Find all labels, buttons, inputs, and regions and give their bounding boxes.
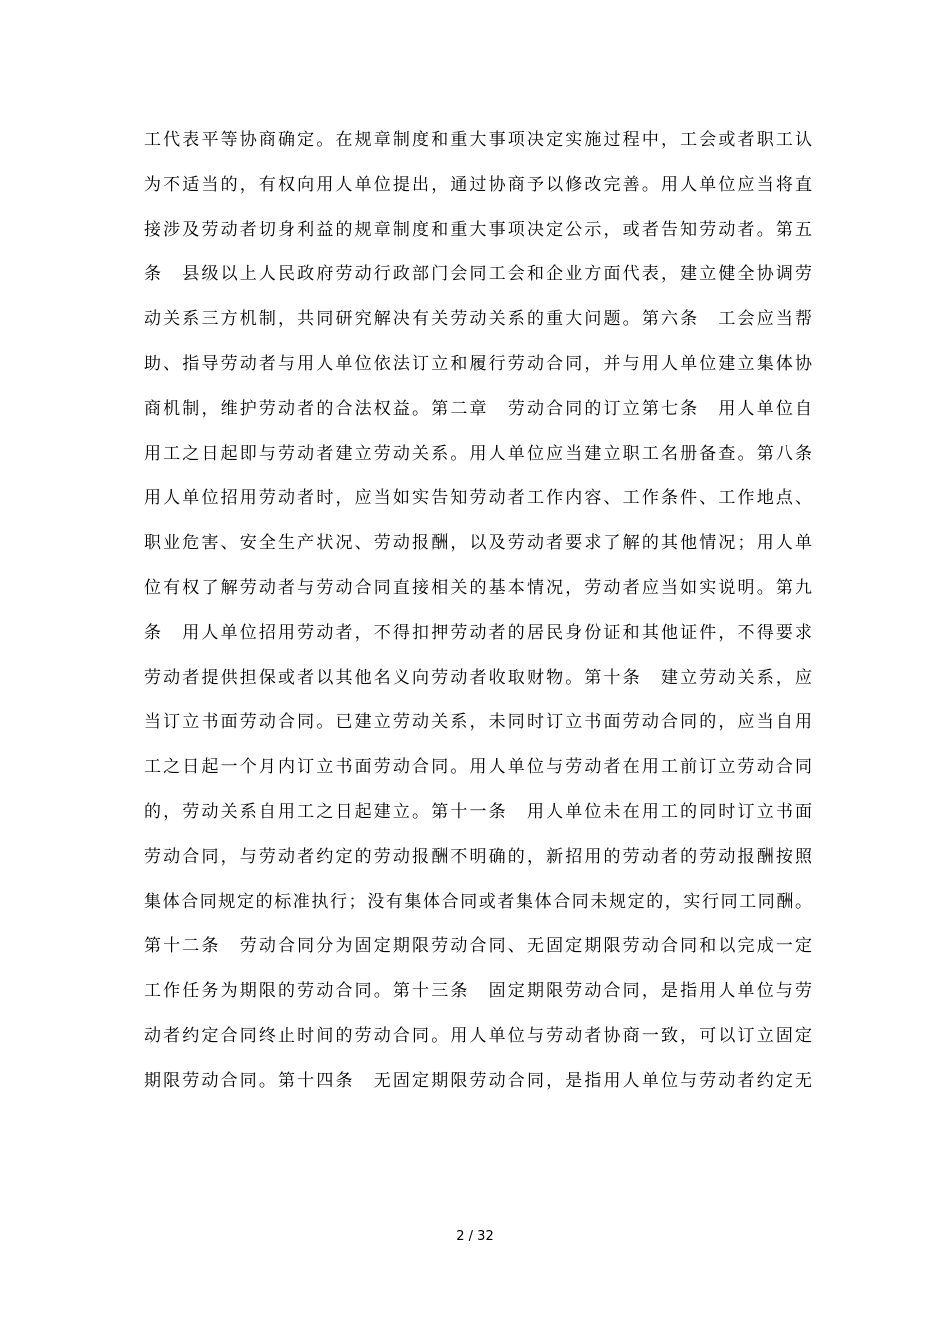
text-line: 条 县级以上人民政府劳动行政部门会同工会和企业方面代表，建立健全协调劳	[144, 264, 812, 285]
text-line: 用工之日起即与劳动者建立劳动关系。用人单位应当建立职工名册备查。第八条	[144, 443, 812, 464]
document-body	[144, 118, 812, 1104]
text-line: 接涉及劳动者切身利益的规章制度和重大事项决定公示，或者告知劳动者。第五	[144, 219, 812, 240]
text-line: 的，劳动关系自用工之日起建立。第十一条 用人单位未在用工的同时订立书面	[144, 801, 812, 822]
text-line: 为不适当的，有权向用人单位提出，通过协商予以修改完善。用人单位应当将直	[144, 174, 812, 195]
text-line: 条 用人单位招用劳动者，不得扣押劳动者的居民身份证和其他证件，不得要求	[144, 622, 812, 643]
text-line: 劳动合同，与劳动者约定的劳动报酬不明确的，新招用的劳动者的劳动报酬按照	[144, 846, 812, 867]
text-line: 商机制，维护劳动者的合法权益。第二章 劳动合同的订立第七条 用人单位自	[144, 398, 812, 419]
text-line: 集体合同规定的标准执行；没有集体合同或者集体合同未规定的，实行同工同酬。	[144, 891, 812, 912]
text-line: 工作任务为期限的劳动合同。第十三条 固定期限劳动合同，是指用人单位与劳	[144, 981, 812, 1002]
text-line: 助、指导劳动者与用人单位依法订立和履行劳动合同，并与用人单位建立集体协	[144, 353, 812, 374]
text-line: 动关系三方机制，共同研究解决有关劳动关系的重大问题。第六条 工会应当帮	[144, 309, 812, 330]
text-line: 用人单位招用劳动者时，应当如实告知劳动者工作内容、工作条件、工作地点、	[144, 488, 812, 509]
text-line: 期限劳动合同。第十四条 无固定期限劳动合同，是指用人单位与劳动者约定无	[144, 1070, 812, 1091]
text-line: 动者约定合同终止时间的劳动合同。用人单位与劳动者协商一致，可以订立固定	[144, 1025, 812, 1046]
text-line: 工之日起一个月内订立书面劳动合同。用人单位与劳动者在用工前订立劳动合同	[144, 757, 812, 778]
text-line: 职业危害、安全生产状况、劳动报酬，以及劳动者要求了解的其他情况；用人单	[144, 533, 812, 554]
page-number: 2 / 32	[456, 1229, 494, 1244]
text-line: 当订立书面劳动合同。已建立劳动关系，未同时订立书面劳动合同的，应当自用	[144, 712, 812, 733]
text-line: 位有权了解劳动者与劳动合同直接相关的基本情况，劳动者应当如实说明。第九	[144, 577, 812, 598]
text-line: 第十二条 劳动合同分为固定期限劳动合同、无固定期限劳动合同和以完成一定	[144, 936, 812, 957]
text-line: 劳动者提供担保或者以其他名义向劳动者收取财物。第十条 建立劳动关系，应	[144, 667, 812, 688]
text-line: 工代表平等协商确定。在规章制度和重大事项决定实施过程中，工会或者职工认	[144, 130, 812, 150]
